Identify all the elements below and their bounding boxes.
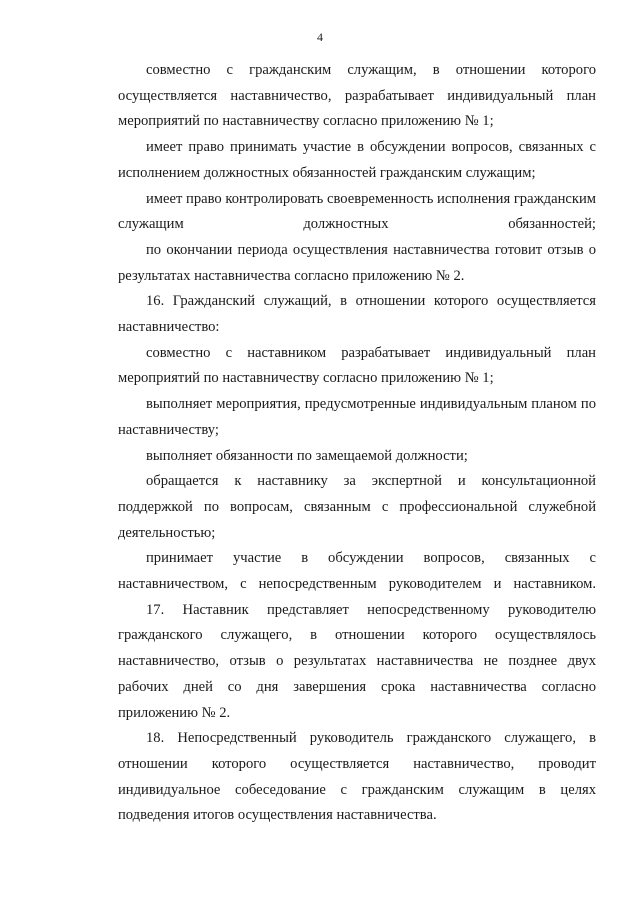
paragraph: выполняет обязанности по замещаемой должности; — [146, 447, 468, 464]
document-body — [118, 58, 596, 829]
paragraph: имеет право контролировать своевременность исполнения гражданским служащим должностных обязанностей; — [118, 190, 596, 233]
page-number: 4 — [317, 30, 323, 44]
paragraph: по окончании периода осуществления наставничества готовит отзыв о результатах наставничества согласно приложению № 2. — [118, 241, 596, 284]
paragraph: обращается к наставнику за экспертной и консультационной поддержкой по вопросам, связанным с профессиональной служебной деятельностью; — [118, 473, 596, 541]
paragraph: 16. Гражданский служащий, в отношении которого осуществляется наставничество: — [118, 293, 596, 336]
paragraph: принимает участие в обсуждении вопросов, связанных с наставничеством, с непосредственным руководителем и наставником. — [118, 550, 596, 593]
paragraph: совместно с гражданским служащим, в отношении которого осуществляется наставничество, разрабатывает индивидуальный план мероприятий по наставничеству согласно приложению № 1; — [118, 62, 596, 130]
paragraph: 18. Непосредственный руководитель гражданского служащего, в отношении которого осуществляется наставничество, проводит индивидуальное собеседование с гражданским служащим в целях подведения итогов осуществления наставничества. — [118, 730, 596, 824]
paragraph: совместно с наставником разрабатывает индивидуальный план мероприятий по наставничеству согласно приложению № 1; — [118, 344, 596, 387]
paragraph: выполняет мероприятия, предусмотренные индивидуальным планом по наставничеству; — [118, 396, 596, 438]
paragraph: имеет право принимать участие в обсуждении вопросов, связанных с исполнением должностных обязанностей гражданским служащим; — [118, 139, 596, 181]
paragraph: 17. Наставник представляет непосредственному руководителю гражданского служащего, в отношении которого осуществлялось наставничество, отзыв о результатах наставничества не позднее двух рабочих дней со дня завершения срока наставничества согласно приложению № 2. — [118, 601, 596, 721]
